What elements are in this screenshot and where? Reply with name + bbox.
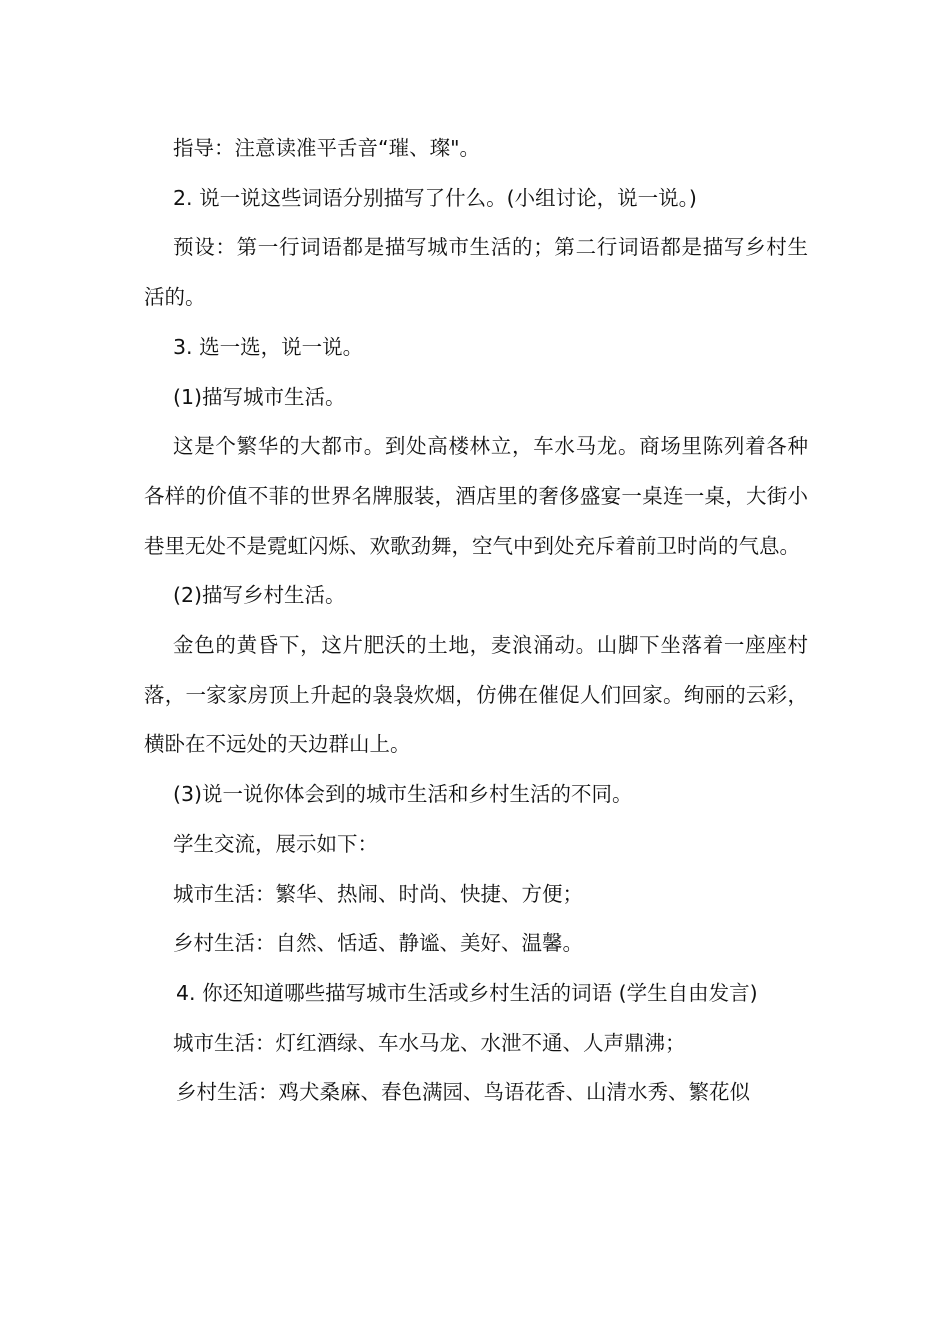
paragraph-preset: 预设：第一行词语都是描写城市生活的；第二行词语都是描写乡村生活的。: [144, 235, 808, 310]
paragraph-student-exchange: 学生交流，展示如下：: [173, 831, 378, 856]
paragraph-village-words: 乡村生活：自然、恬适、静谧、美好、温馨。: [173, 931, 583, 956]
paragraph-guidance: 指导：注意读准平舌音“璀、璨"。: [173, 136, 481, 160]
paragraph-city-heading: (1)描写城市生活。: [173, 384, 346, 409]
paragraph-city-description: 这是个繁华的大都市。到处高楼林立，车水马龙。商场里陈列着各种各样的价值不菲的世界名牌服装，酒店里的奢侈盛宴一桌连一桌，大街小巷里无处不是霓虹闪烁、欢歌劲舞，空气中到处充斥着前卫时尚的气息。: [144, 434, 808, 558]
paragraph-city-idioms: 城市生活：灯红酒绿、车水马龙、水泄不通、人声鼎沸；: [173, 1030, 686, 1055]
paragraph-city-words: 城市生活：繁华、热闹、时尚、快捷、方便；: [173, 881, 583, 906]
paragraph-question-2: 2. 说一说这些词语分别描写了什么。(小组讨论，说一说。): [173, 185, 697, 210]
paragraph-village-idioms: 乡村生活：鸡犬桑麻、春色满园、鸟语花香、山清水秀、繁花似: [176, 1080, 750, 1105]
paragraph-question-3: 3. 选一选，说一说。: [173, 334, 364, 359]
paragraph-question-4: 4. 你还知道哪些描写城市生活或乡村生活的词语 (学生自由发言): [176, 980, 758, 1005]
paragraph-village-heading: (2)描写乡村生活。: [173, 583, 346, 608]
paragraph-village-description: 金色的黄昏下，这片肥沃的土地，麦浪涌动。山脚下坐落着一座座村落，一家家房顶上升起的袅袅炊烟，仿佛在催促人们回家。绚丽的云彩，横卧在不远处的天边群山上。: [144, 633, 808, 757]
document-page: [144, 124, 808, 1118]
paragraph-difference-heading: (3)说一说你体会到的城市生活和乡村生活的不同。: [173, 782, 633, 807]
